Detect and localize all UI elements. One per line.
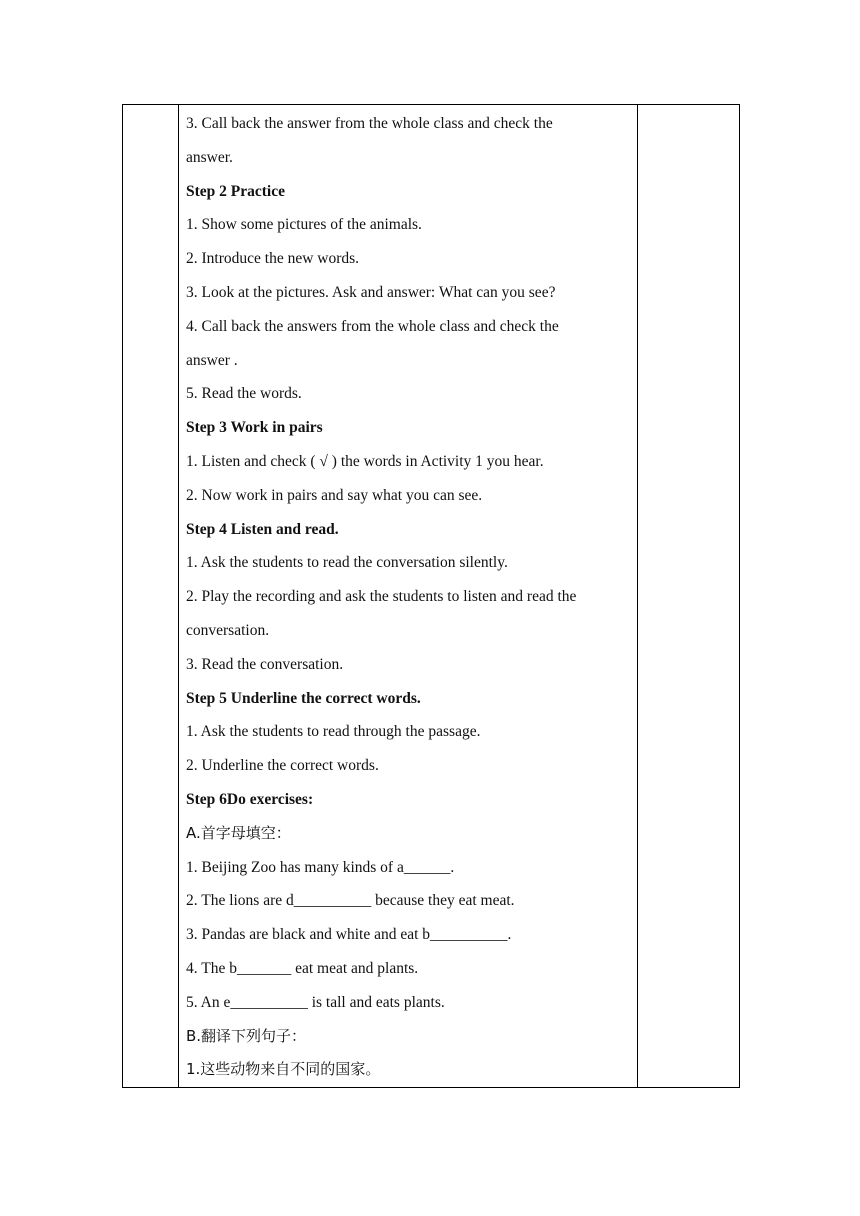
step-heading: Step 2 Practice [186, 182, 285, 200]
procedure-line: answer. [186, 148, 233, 166]
left-empty-cell [123, 105, 179, 1088]
procedure-line: A.首字母填空： [186, 823, 291, 842]
right-empty-cell [638, 105, 740, 1088]
procedure-content [179, 107, 637, 1087]
step-heading: Step 4 Listen and read. [186, 520, 339, 538]
procedure-line: B.翻译下列句子： [186, 1026, 307, 1045]
procedure-line: 5. Read the words. [186, 385, 302, 403]
step-heading: Step 3 Work in pairs [186, 419, 323, 437]
procedure-line: 2. The lions are d__________ because they eat meat. [186, 892, 515, 910]
procedure-line: 3. Call back the answer from the whole class and check the [186, 115, 553, 132]
procedure-line: 2. Underline the correct words. [186, 757, 379, 775]
lesson-plan-table [122, 104, 740, 1088]
procedure-cell [179, 105, 638, 1088]
procedure-line: 1. Show some pictures of the animals. [186, 216, 422, 234]
procedure-line: 4. The b_______ eat meat and plants. [186, 959, 419, 977]
procedure-line: 3. Pandas are black and white and eat b__________. [186, 926, 512, 944]
procedure-line: conversation. [186, 621, 270, 639]
step-heading: Step 6Do exercises: [186, 790, 314, 808]
step-heading: Step 5 Underline the correct words. [186, 689, 421, 707]
procedure-line: 3. Look at the pictures. Ask and answer: What can you see? [186, 283, 556, 301]
procedure-line: 4. Call back the answers from the whole class and check the [186, 317, 559, 335]
procedure-line: 1. Listen and check ( √ ) the words in Activity 1 you hear. [186, 452, 544, 470]
procedure-line: 2. Now work in pairs and say what you can see. [186, 486, 483, 504]
table-row [123, 105, 740, 1088]
procedure-line: 2. Introduce the new words. [186, 250, 360, 268]
procedure-line: 1. Ask the students to read through the passage. [186, 723, 481, 741]
procedure-line: answer . [186, 351, 238, 369]
procedure-line: 5. An e__________ is tall and eats plants. [186, 993, 445, 1011]
procedure-line: 1.这些动物来自不同的国家。 [186, 1060, 381, 1079]
procedure-line: 1. Beijing Zoo has many kinds of a______. [186, 858, 455, 876]
procedure-line: 2. Play the recording and ask the students to listen and read the [186, 588, 577, 606]
procedure-line: 1. Ask the students to read the conversation silently. [186, 554, 508, 572]
procedure-line: 3. Read the conversation. [186, 655, 344, 673]
